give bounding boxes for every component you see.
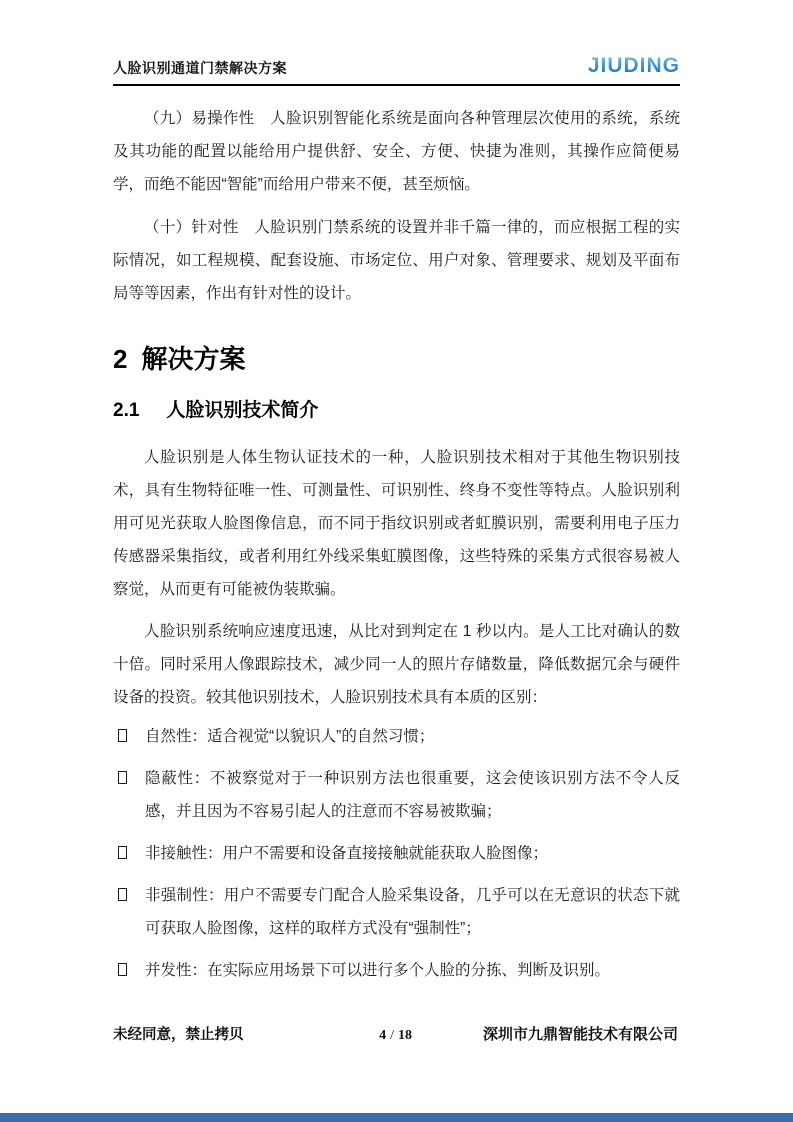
list-item-text: 非接触性：用户不需要和设备直接接触就能获取人脸图像； <box>145 845 549 862</box>
document-body <box>113 102 680 987</box>
paragraph-pertinence: （十）针对性 人脸识别门禁系统的设置并非千篇一律的，而应根据工程的实际情况，如工程规模、配套设施、市场定位、用户对象、管理要求、规划及平面布局等等因素，作出有针对性的设计。 <box>113 219 680 302</box>
list-item <box>113 954 680 987</box>
footer-copy-notice: 未经同意，禁止拷贝 <box>113 1027 244 1043</box>
list-item-text: 非强制性：用户不需要专门配合人脸采集设备，几乎可以在无意识的状态下就可获取人脸图像，这样的取样方式没有“强制性”； <box>145 887 680 937</box>
list-item-text: 并发性：在实际应用场景下可以进行多个人脸的分拣、判断及识别。 <box>145 962 611 979</box>
footer-company-name: 深圳市九鼎智能技术有限公司 <box>483 1026 679 1043</box>
subsection-heading <box>113 398 680 424</box>
feature-list <box>113 720 680 987</box>
list-item <box>113 720 680 753</box>
square-bullet-icon <box>118 846 127 859</box>
page-header <box>113 55 680 86</box>
list-item <box>113 879 680 945</box>
square-bullet-icon <box>118 771 127 784</box>
subsection-title: 人脸识别技术简介 <box>166 400 319 421</box>
page-footer <box>113 1023 678 1044</box>
paragraph-operability: （九）易操作性 人脸识别智能化系统是面向各种管理层次使用的系统，系统及其功能的配置以能给用户提供舒、安全、方便、快捷为准则，其操作应简便易学，而绝不能因“智能”而给用户带来不便，甚至烦恼。 <box>113 110 680 193</box>
square-bullet-icon <box>118 888 127 901</box>
list-item-text: 自然性：适合视觉“以貌识人”的自然习惯； <box>145 728 435 745</box>
jiuding-logo: JIUDING <box>587 54 680 77</box>
list-item <box>113 837 680 870</box>
page-number <box>379 1028 412 1044</box>
section-title: 解决方案 <box>141 344 246 374</box>
paragraph-tech-intro: 人脸识别是人体生物认证技术的一种，人脸识别技术相对于其他生物识别技术，具有生物特征唯一性、可测量性、可识别性、终身不变性等特点。人脸识别利用可见光获取人脸图像信息，而不同于指纹识别或者虹膜识别，需要利用电子压力传感器采集指纹，或者利用红外线采集虹膜图像，这些特殊的采集方式很容易被人察觉，从而更有可能被伪装欺骗。 <box>113 449 680 598</box>
bottom-blue-bar <box>0 1113 793 1122</box>
page-separator: / <box>390 1028 394 1043</box>
subsection-number: 2.1 <box>113 400 140 421</box>
square-bullet-icon <box>118 963 127 976</box>
page-current: 4 <box>379 1028 387 1043</box>
page-total: 18 <box>397 1028 412 1043</box>
section-heading <box>113 342 680 376</box>
paragraph-speed: 人脸识别系统响应速度迅速，从比对到判定在 1 秒以内。是人工比对确认的数十倍。同时采用人像跟踪技术，减少同一人的照片存储数量，降低数据冗余与硬件设备的投资。较其他识别技术，人脸识别技术具有本质的区别： <box>113 623 680 706</box>
section-number: 2 <box>113 344 128 374</box>
list-item-text: 隐蔽性：不被察觉对于一种识别方法也很重要，这会使该识别方法不令人反感，并且因为不容易引起人的注意而不容易被欺骗； <box>145 770 680 820</box>
header-title: 人脸识别通道门禁解决方案 <box>113 60 287 76</box>
list-item <box>113 762 680 828</box>
square-bullet-icon <box>118 729 127 742</box>
